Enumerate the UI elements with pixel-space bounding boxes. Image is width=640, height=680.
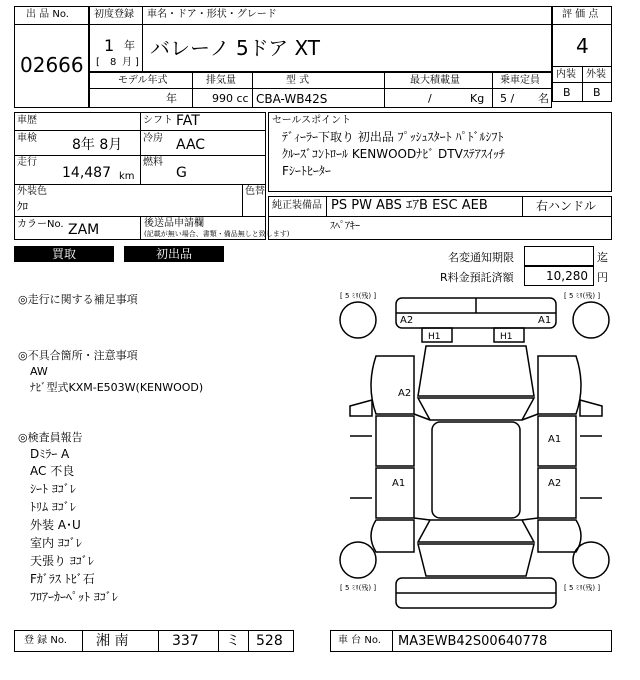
reg-kana: ミ: [226, 633, 240, 649]
tire-front-left: [340, 302, 376, 338]
drive-side: 右ハンドル: [536, 199, 597, 213]
tire-depth-rear-right: [ 5 ﾐﾘ(残) ]: [564, 584, 601, 592]
defect-item-2: ﾅﾋﾞ型式KXM-E503W(KENWOOD): [30, 381, 204, 394]
ext-color-label: 外装色: [17, 186, 47, 197]
lot-label: 出 品 No.: [26, 9, 69, 20]
type-label: 型 式: [286, 75, 310, 86]
vehicle-type: CBA-WB42S: [256, 92, 328, 106]
grade-label: 評 価 点: [562, 9, 599, 20]
reg-number: 528: [256, 633, 283, 649]
shift-label: シフト: [143, 115, 173, 126]
month-bracket-open: [: [96, 57, 100, 68]
recycle-label: R料金預託済額: [440, 271, 514, 284]
displacement: 990 cc: [212, 92, 249, 105]
driving-remarks-title: ◎走行に関する補足事項: [18, 293, 138, 306]
reg-class: 337: [172, 633, 199, 649]
defect-item-1: AW: [30, 365, 48, 378]
sales-point-line-3: Fｼｰﾄﾋｰﾀｰ: [282, 164, 331, 178]
exterior-label: 外装: [586, 69, 606, 80]
mark-door-right-rear: A2: [548, 478, 562, 489]
max-load-label: 最大積載量: [410, 75, 460, 86]
first-reg-label: 初度登録: [94, 9, 134, 20]
month-unit: 月: [122, 57, 132, 68]
max-load-slash: /: [428, 92, 432, 105]
mark-door-left-rear: A1: [392, 478, 406, 489]
inspection-label: 車検: [17, 133, 37, 144]
model-name: バレーノ 5ドア XT: [150, 36, 321, 60]
model-label: 車名・ドア・形状・グレード: [147, 9, 277, 20]
color-no-value: ZAM: [68, 222, 100, 238]
color-change-label: 色替: [245, 186, 265, 197]
mileage-unit: km: [119, 171, 135, 182]
recycle-unit: 円: [597, 271, 608, 284]
inspector-item-3: ｼｰﾄ ﾖｺﾞﾚ: [30, 482, 76, 496]
purchase-badge: 買取: [14, 246, 114, 262]
reg-label: 登 録 No.: [24, 635, 67, 646]
sales-point-label: セールスポイント: [272, 115, 352, 126]
reg-area: 湘 南: [96, 633, 129, 649]
mark-bumper-front-left: A2: [400, 315, 414, 326]
aircon-label: 冷房: [143, 133, 163, 144]
model-year-label: モデル年式: [118, 75, 168, 86]
mileage-label: 走行: [17, 157, 37, 168]
model-year-unit: 年: [166, 92, 177, 105]
inspector-item-1: Dﾐﾗｰ A: [30, 447, 70, 461]
capacity-label: 乗車定員: [500, 75, 540, 86]
recycle-value: 10,280: [546, 269, 588, 283]
chassis-label: 車 台 No.: [338, 635, 381, 646]
inspector-item-4: ﾄﾘﾑ ﾖｺﾞﾚ: [30, 500, 76, 514]
spare-key: ｽﾍﾟｱｷｰ: [330, 221, 360, 232]
tire-rear-left: [340, 542, 376, 578]
exterior-grade: B: [593, 86, 601, 99]
notice-deadline-unit: 迄: [597, 251, 608, 264]
capacity: 5 /: [500, 92, 515, 105]
ext-color-value: ｸﾛ: [17, 200, 28, 213]
inspector-title: ◎検査員報告: [18, 431, 83, 444]
max-load-unit: Kg: [470, 92, 485, 105]
inspector-item-2: AC 不良: [30, 464, 75, 478]
equipment-items: PS PW ABS ｴｱB ESC AEB: [331, 198, 488, 213]
inspector-item-6: 室内 ﾖｺﾞﾚ: [30, 536, 82, 550]
mark-bumper-front-right: A1: [538, 315, 552, 326]
tire-depth-rear-left: [ 5 ﾐﾘ(残) ]: [340, 584, 377, 592]
damage-diagram: [336, 286, 616, 616]
capacity-unit: 名: [538, 92, 549, 105]
equipment-label: 純正装備品: [272, 200, 322, 211]
mileage-value: 14,487: [62, 165, 111, 181]
displacement-label: 排気量: [206, 75, 236, 86]
month-bracket-close: ]: [135, 57, 139, 68]
history-label: 車歴: [17, 115, 37, 126]
inspector-item-8: Fｶﾞﾗｽ ﾄﾋﾞ石: [30, 572, 95, 586]
first-reg-month: 8: [110, 57, 117, 68]
fuel-label: 燃料: [143, 157, 163, 168]
sales-point-line-1: ﾃﾞｨｰﾗｰ下取り 初出品 ﾌﾟｯｼｭｽﾀｰﾄ ﾊﾟﾄﾞﾙｼﾌﾄ: [282, 130, 504, 144]
aftermarket-note: (記載が無い場合、書類・備品無しと致します): [144, 230, 290, 238]
chassis-number: MA3EWB42S00640778: [398, 634, 548, 649]
defects-title: ◎不具合箇所・注意事項: [18, 349, 138, 362]
inspector-item-5: 外装 A･U: [30, 518, 81, 532]
lot-number: 02666: [20, 53, 84, 77]
aircon-value: AAC: [176, 137, 206, 153]
tire-depth-front-left: [ 5 ﾐﾘ(残) ]: [340, 292, 377, 300]
interior-label: 内装: [556, 69, 576, 80]
aftermarket-label: 後送品申請欄: [144, 218, 204, 229]
mark-fender-left: A2: [398, 388, 412, 399]
color-no-label: カラーNo.: [17, 219, 64, 230]
year-unit: 年: [124, 39, 135, 52]
grade-score: 4: [576, 34, 589, 58]
tire-front-right: [573, 302, 609, 338]
shift-value: FAT: [176, 113, 200, 129]
notice-deadline-label: 名変通知期限: [448, 251, 514, 264]
first-reg-year: 1: [104, 36, 115, 55]
mark-headlight-left: H1: [428, 332, 441, 342]
first-listing-badge: 初出品: [124, 246, 224, 262]
inspection-value: 8年 8月: [72, 137, 123, 153]
interior-grade: B: [563, 86, 571, 99]
mark-door-right-front: A1: [548, 434, 562, 445]
notice-deadline-box: [524, 246, 594, 266]
mark-headlight-right: H1: [500, 332, 513, 342]
tire-depth-front-right: [ 5 ﾐﾘ(残) ]: [564, 292, 601, 300]
fuel-value: G: [176, 165, 187, 181]
inspector-item-9: ﾌﾛｱｰｶｰﾍﾟｯﾄ ﾖｺﾞﾚ: [30, 590, 118, 604]
inspector-item-7: 天張り ﾖｺﾞﾚ: [30, 554, 94, 568]
sales-point-line-2: ｸﾙｰｽﾞｺﾝﾄﾛｰﾙ KENWOODﾅﾋﾞ DTVｽﾃｱｽｲｯﾁ: [282, 147, 505, 161]
